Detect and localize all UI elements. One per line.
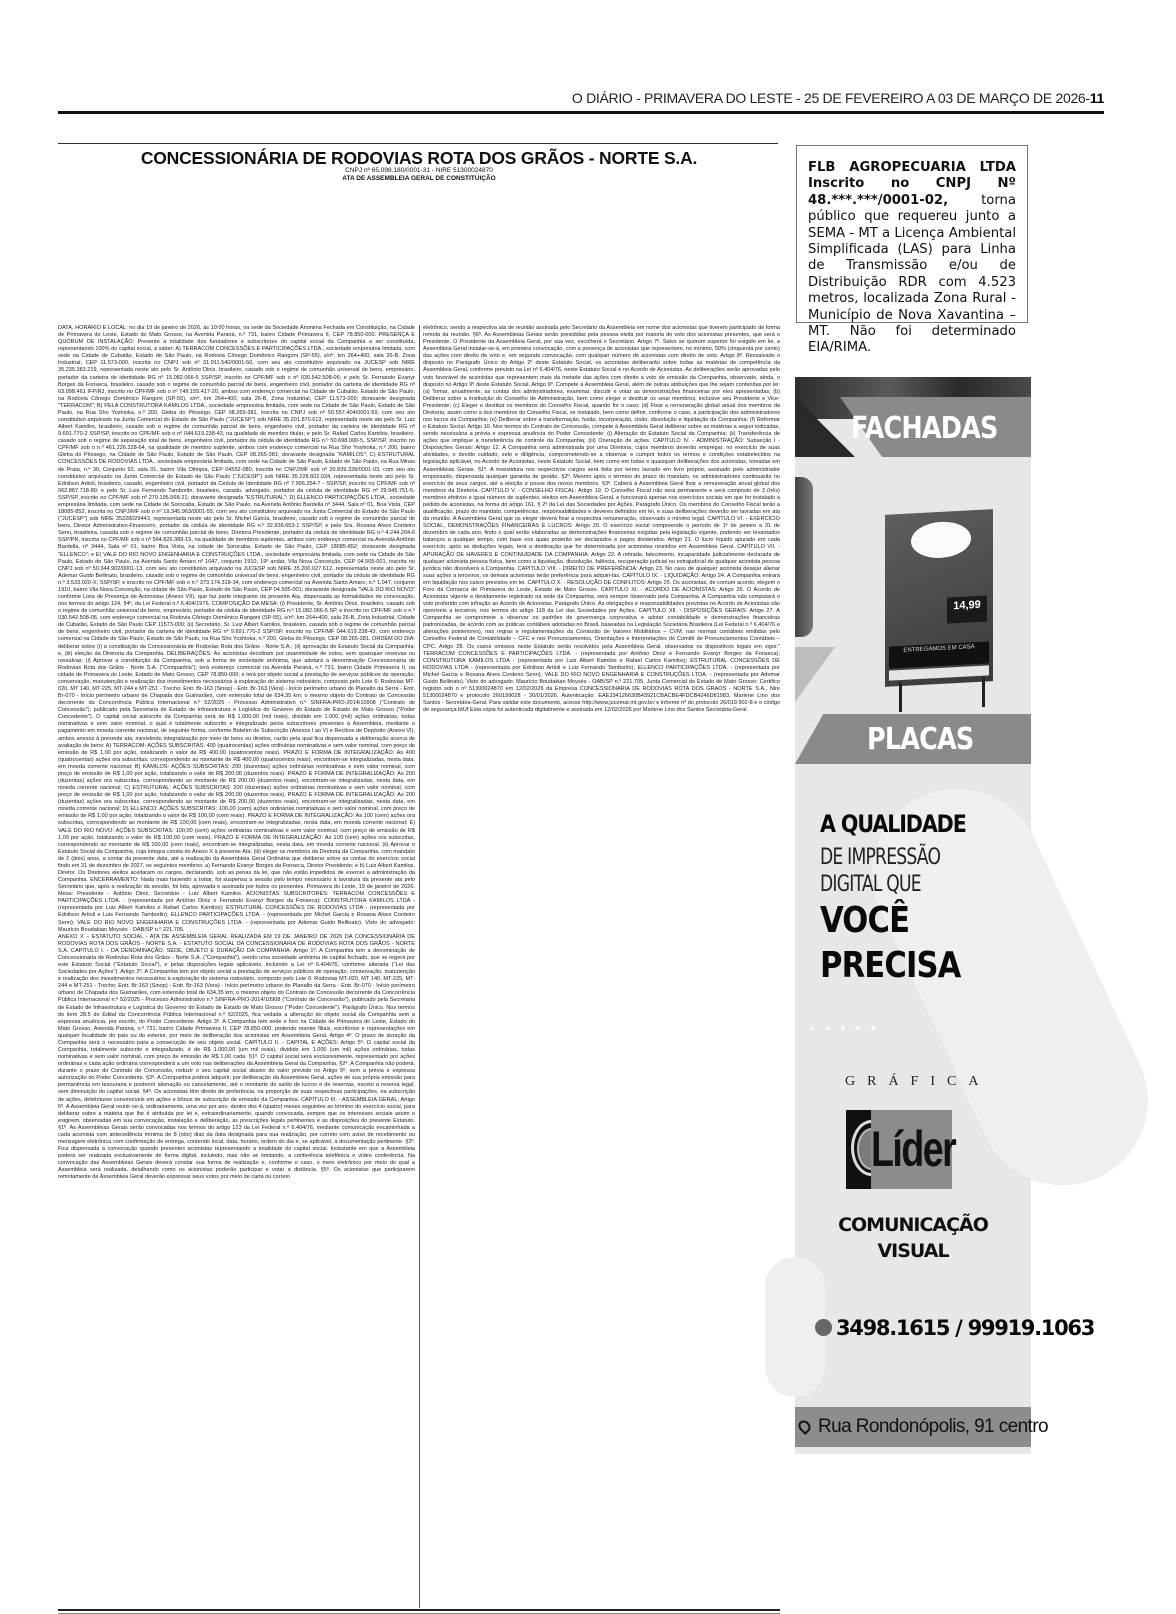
service-line: COMUNICAÇÃO <box>838 1214 988 1236</box>
notice-bottom-rule <box>58 1609 780 1611</box>
restaurant-sign-image <box>885 509 993 687</box>
phone-numbers: 3498.1615 / 99919.1063 <box>836 1316 1095 1340</box>
notice-subtitle: ATA DE ASSEMBLEIA GERAL DE CONSTITUIÇÃO <box>342 175 496 182</box>
notice-paragraph: ANEXO X – ESTATUTO SOCIAL - ATA DE ASSEMBLEIA GERAL REALIZADA EM 19 DE JANEIRO DE 2026 DA CONCESSIONÁRIA DE RODOVIAS ROTA DOS GRÃOS - NORTE S.A. - ESTATUTO SOCIAL DA CONCESSIONÁRIA DE RODOVIAS ROTA DOS GRÃOS - NORTE S.A. CAPÍTULO I. - DA DENOMINAÇÃO, SEDE, OBJETO E DURAÇÃO DA COMPANHIA: Artigo 1º. A Companhia tem a denominação de Concessionária de Rodovias Rota dos Grãos - Norte S.A. ("Companhia"), sendo uma sociedade anônima de capital fechado, que se regerá por este Estatuto Social ("Estatuto Social"), e pelas disposições legais aplicáveis, incluindo a Lei nº 6.404/76, conforme alterada ("Lei das Sociedades por Ações"). Artigo 2º. A Companhia tem por objeto social a prestação de serviços públicos de operação, conservação, manutenção e realização dos investimentos necessários à exploração do sistema rodoviário, composto pelo Lote 6: Rodovias MT-020, MT 140, MT-225, MT-244 e MT-251 - Trecho: Entr. Br-163 (Sinop) - Entr. Br-163 (Vera) - Início perímetro urbano do Planalto da Serra - Entr. Br-070 - Início perímetro urbano de Chapada dos Guimarães, com extensão total de 634,35 km; o mesmo objeto do Contrato de Concessão decorrente da Concorrência Pública Internacional n.º 52/2025 - Processo Administrativo n.º SINFRA-PRO-2014/10908 ("Contrato de Concessão"), publicado pela Secretaria de Estado de Infraestrutura e Logística do Governo do Estado de Estado de Mato Grosso ("Poder Concedente"). Parágrafo Único. Nos termos do item 28.5 do Edital da Concorrência Pública Internacional n.º 52/2025, fica vedada a alteração do objeto social da Companhia sem a expressa anuência, por escrito, do Poder Concedente. Artigo 3º. A Companhia tem sede e foro na Cidade de Primavera do Leste, Estado do Mato Grosso, Avenida Paraná, n.º 731, bairro Cidade Primavera II, CEP 78.850-000, podendo manter filiais, escritórios e representações em qualquer localidade do país ou do exterior, por meio de deliberação dos acionistas em Assembleia Geral. Artigo 4º. O prazo de duração da Companhia será o necessário para a consecução de seu objeto social. CAPÍTULO II. - CAPITAL E AÇÕES: Artigo 5º. O capital social da Companhia, totalmente subscrito e integralizado, é de R$ 1.000,00 (um mil reais), dividido em 1.000 (um mil) ações ordinárias, todas nominativas e sem valor nominal, com preço de emissão de R$ 1,00 cada. §1º. O capital social será exclusivamente, representado por ações ordinárias e cada ação ordinária corresponderá a um voto nas deliberações da Assembleia Geral da Companhia. §2º. A Companhia não poderá, durante o prazo do Contrato de Concessão, reduzir o seu capital social abaixo do valor previsto no Artigo 5º, sem a prévia e expressa autorização do Poder Concedente. §3º. A Companhia poderá adquirir, por deliberação da Assembleia Geral, ações de sua própria emissão para permanência em tesouraria e posterior alienação ou cancelamento, até o montante do saldo de lucros e de reservas, exceto a reserva legal, sem diminuição do capital social. §4º. Os acionistas têm direito de preferência, na proporção de suas respectivas participações, na subscrição de ações, debêntures conversíveis em ações e bônus de subscrição de emissão da Companhia. CAPÍTULO III. - ASSEMBLEIA GERAL: Artigo 6º. A Assembleia Geral reunir-se-á, ordinariamente, uma vez por ano, dentro dos 4 (quatro) meses seguintes ao término do exercício social, para deliberar sobre a matéria que lhe é atribuída por lei e, extraordinariamente, quando convocada, sempre que os interesses sociais assim o exigirem, observadas em sua convocação, instalação e deliberação, as prescrições legais pertinentes e as disposições do presente Estatuto. §1º. As Assembleias Gerais serão convocadas nos termos do artigo 123 da Lei Federal n.º 6.404/76, mediante comunicação encaminhada a cada acionista com antecedência mínima de 8 (oito) dias da data designada para sua realização, por correio com aviso de recebimento ou mensagem eletrônica com confirmação de entrega, contendo local, data, horário, ordem do dia e, se aplicável, a documentação pertinente. §2º. Fica dispensada a convocação quando presentes acionistas representando a totalidade do capital social. Inobstante em que a Assembleia poderá ser realizada exclusivamente de forma digital, incluindo, mas não se limitando, a conferência telefônica e vídeo conferência. Na convocação das Assembleias Gerais deverá constar sua forma de realização e, conforme o caso, o meio eletrônico por meio do qual a Assembleia será realizada, detalhando como os acionistas poderão participar e votar a distância. §5º. Os acionistas que participarem remotamente da Assembleia Geral deverão expressar seus votos por meio de carta ou correio <box>58 933 415 1181</box>
column-divider <box>419 325 420 1608</box>
sign-delivery: ENTREGAMOS EM CASA <box>889 641 989 668</box>
whatsapp-icon <box>815 1319 832 1336</box>
sign-logo <box>911 520 971 559</box>
tagline-line: VOCÊ <box>820 900 910 941</box>
header-rule <box>58 111 1104 114</box>
fachadas-label: FACHADAS <box>851 411 998 446</box>
brand-name: Líder <box>871 1110 952 1189</box>
environmental-license-notice <box>796 145 1028 356</box>
notice-paragraph: eletrônico, sendo a respectiva ata de reunião assinada pelo Secretário da Assembleia em nome dos acionistas que tiverem participado de forma remota da reunião. §6º. As Assembleias Gerais serão presididas pela pessoa eleita por maioria do voto dos acionistas presentes, que será o Presidente. O Presidente da Assembleia Geral, por sua vez, escolherá o Secretário. Artigo 7º. Salvo se quórum superior for exigido em lei, a Assembleia Geral instalar-se-á, em primeira convocação, com a presença de acionistas que representem, no mínimo, 50% (cinquenta por cento) das ações com direito de voto e, em segunda convocação, com qualquer número de acionistas com direito de voto. Artigo 8º. Ressalvado o disposto no Parágrafo Único do Artigo 2º deste Estatuto Social, os acionistas deliberarão sobre todas as matérias de competência da Assembleia Geral, conforme previsto na Lei nº 6.404/76, neste Estatuto Social e no Acordo de Acionistas. As deliberações serão aprovadas pelo voto favorável de acionistas que representem mais da metade das ações com direito a voto de emissão da Companhia, observado, ainda, o disposto no Artigo 9º deste Estatuto Social. Artigo 9º. Compete à Assembleia Geral, além de outras atribuições que lhe sejam conferidas por lei: (a) Tomar, anualmente, as contas dos administradores, examinar, discutir e votar as demonstrações financeiras por eles apresentadas; (b) Deliberar sobre a instituição do Conselho de Administração, bem como eleger e destituir os seus membros, inclusive seu Presidente e Vice-Presidente; (c) Eleger e destituir os membros do Conselho Fiscal, quando for o caso; (d) Fixar a remuneração global anual dos membros da Diretoria, assim como a dos membros do Conselho Fiscal, se instalado, bem como definir, conforme o caso, a participação dos administradores nos lucros da Companhia; (e) Deliberar sobre a transformação, fusão, incorporação, cisão, dissolução e liquidação da Companhia; (f) Reformar o Estatuto Social. Artigo 10. Nos termos do Contrato de Concessão, compete à Assembleia Geral deliberar sobre as matérias a seguir indicadas, sendo necessária a prévia e expressa anuência do Poder Concedente: (i) Alteração do Estatuto Social da Companhia; (ii) Transferência de ações que implique a transferência de controle da Companhia; (iii) Oneração de ações. CAPÍTULO IV. - ADMINISTRAÇÃO: Subseção I - Disposições Gerais: Artigo 12. A Companhia será administrada por uma Diretoria, cujos membros deverão empregar, no exercício de suas atividades, o devido cuidado, zelo e diligência, comprometendo-se a observar e cumprir todos os termos e condições estabelecidos na legislação aplicável, no Acordo de Acionistas, neste Estatuto Social, bem como em todas e quaisquer deliberações dos acionistas, tomadas em Assembleias Gerais. §1º. A investidura nos respectivos cargos será feita por termo lavrado em livro próprio, assinado pelo administrador empossado, dispensada qualquer garantia de gestão. §2º. Mesmo após o término do prazo do mandato, os administradores continuarão no exercício de seus cargos, até a eleição e posse dos novos membros. §3º. Caberá à Assembleia Geral fixar a remuneração anual global dos membros da Diretoria. CAPÍTULO V. - CONSELHO FISCAL: Artigo 19. O Conselho Fiscal não será permanente e será composto de 3 (três) membros efetivos e igual número de suplentes, eleitos em Assembleia Geral, e funcionará apenas nos exercícios sociais em que for instalado a pedido de acionistas, na forma do artigo 161, § 2º da Lei das Sociedades por Ações. Parágrafo Único. Os membros do Conselho Fiscal terão a qualificação, prazo do mandato, competências, responsabilidades e deveres definidos em lei, e suas deliberações deverão ser lavradas em ata da reunião. A Assembleia Geral que os eleger deverá fixar a respectiva remuneração, observado o mínimo legal. CAPÍTULO VI. - EXERCÍCIO SOCIAL, DEMONSTRAÇÕES FINANCEIRAS E LUCROS: Artigo 20. O exercício social compreende o período de 1º de janeiro a 31 de dezembro de cada ano, findo o qual serão elaboradas as demonstrações financeiras exigidas pela legislação vigente, podendo ser levantados balanços a qualquer tempo, com base nos quais poderão ser declarados e pagos dividendos. Artigo 21. O lucro líquido apurado em cada exercício, após as deduções legais, terá a destinação que for determinada por acionistas reunidos em Assembleia Geral. CAPÍTULO VII. - APURAÇÃO DE HAVERES E CONTINUIDADE DA COMPANHIA: Artigo 22. A retirada, falecimento, incapacidade judicialmente declarada de qualquer acionista pessoa física, bem como a liquidação, dissolução, falência, recuperação judicial ou extrajudicial de qualquer acionista pessoa jurídica não dissolverá a Companhia. CAPÍTULO VIII. - DIREITO DE PREFERÊNCIA: Artigo 23. No caso de qualquer acionista desejar alienar suas ações a terceiros, os demais acionistas terão preferência para adquiri-las. CAPÍTULO IX. - LIQUIDAÇÃO: Artigo 24. A Companhia entrará em liquidação nos casos previstos em lei. CAPÍTULO X. - RESOLUÇÃO DE CONFLITOS: Artigo 25. Os acionistas, de comum acordo, elegem o Foro da Comarca de Primavera do Leste, Estado de Mato Grosso. CAPÍTULO XI. - ACORDO DE ACIONISTAS: Artigo 26. O Acordo de Acionistas vigente e devidamente registrado na sede da Companhia, será sempre observado pela Companhia. A Companhia não computará o voto proferido com infração ao Acordo de Acionistas. Parágrafo Único. As obrigações e responsabilidades previstas no Acordo de Acionistas são oponíveis a terceiros, nos termos do artigo 118 da Lei das Sociedades por Ações. CAPÍTULO XII. - DISPOSIÇÕES GERAIS: Artigo 27. A Companhia se compromete a observar os padrões de governança corporativa e adotar contabilidade e demonstrações financeiras padronizadas, de acordo com as práticas contábeis adotadas no Brasil, baseadas na Legislação Societária Brasileira (Lei Federal n.º 6.404/76 e alterações posteriores), nas regras e regulamentações da Comissão de Valores Mobiliários – CVM, nas normas contábeis emitidas pelo Conselho Federal de Contabilidade – CFC e nos Pronunciamentos, Orientações e Interpretações do Comitê de Pronunciamentos Contábeis – CPC. Artigo 28. Os casos omissos neste Estatuto serão resolvidos pela Assembleia Geral, observados os dispositivos legais em vigor." TERRACOM CONCESSÕES E PARTICIPAÇÕES LTDA. - (representada por Antônio Diniz e Fernando Evanyr Borges da Fonseca); CONSTRUTORA KAMILOS LTDA - (representada por Luiz Albert Kamilos e Rafael Carlos Kamilos); ESTRUTURAL CONCESSÕES DE RODOVIAS LTDA - (representada por Ednilson Artioli e Luis Fernando Tamborlin); ELLENCO PARTICIPAÇÕES LTDA. - (representada por Michel Garcia e Rosana Alves Cordeiro Senn); VALE DO RIO NOVO ENGENHARIA E CONSTRUÇÕES LTDA. - (representada por Ademar Guido Bellinato). Visto do advogado: Maurício Boudakian Moysés - OAB/SP n.º 221.705. Junta Comercial do Estado de Mato Grosso: Certifico registro sob o nº 51300024870 em 12/02/2026 da Empresa CONCESSIONARIA DE RODOVIAS ROTA DOS GRAOS - NORTE S.A., Nire 51300024870 e protocolo 260199028 - 30/01/2026. Autenticação: EAE334126630B43921CBACBE4FDCB4246D81983. Marlene Lino dos Santos - Secretária-Geral. Para validar este documento, acesse http://www.jucemat.mt.gov.br/ e informe nº do protocolo 26/019.902-8 e o código de segurança btUf Esta cópia foi autenticada digitalmente e assinada em 12/02/2026 por Marlene Lino dos Santos Secretária-Geral. <box>423 325 780 714</box>
decorative-triangle <box>795 647 835 702</box>
address-bar <box>795 1407 1048 1447</box>
legal-notice <box>58 147 780 1181</box>
notice-column-left <box>58 325 415 1608</box>
running-title: O DIÁRIO - PRIMAVERA DO LESTE - 25 DE FEVEREIRO A 03 DE MARÇO DE 2026- <box>571 90 1090 106</box>
tagline-line: DE IMPRESSÃO <box>820 845 941 870</box>
notice-top-rule <box>58 143 778 144</box>
location-pin-icon <box>796 1418 813 1435</box>
grafica-lider-advertisement <box>795 377 1095 1454</box>
notice-body: torna público que requereu junto a SEMA - MT a Licença Ambiental Simplificada (LAS) para Linha de Transmissão e/ou de Distribuição RDR com 4.523 metros, localizada Zona Rural - Município de Nova Xavantina – MT. Não foi determinado EIA/RIMA. <box>808 192 1016 356</box>
page-number: 11 <box>1089 90 1104 106</box>
star-icons: ★★★★★ <box>809 1024 885 1033</box>
notice-company-lead: FLB AGROPECUARIA LTDA Inscrito no CNPJ Nº 48.***.***/0001-02, <box>808 160 1016 208</box>
logo-ring-icon <box>846 1110 871 1189</box>
running-header <box>58 90 1104 106</box>
service-line: VISUAL <box>877 1240 949 1262</box>
lider-logo <box>846 1110 979 1189</box>
notice-column-right <box>423 325 780 1608</box>
notice-registry: CNPJ nº 65.098.180/0001-31 - NIRE 51300024870 <box>345 167 493 174</box>
contact-phones <box>815 1316 1095 1340</box>
notice-paragraph: DATA, HORÁRIO E LOCAL: no dia 19 de janeiro de 2026, às 10:00 horas, na sede da Sociedade Anonima Fechada em Constituição, na Cidade de Primavera do Leste, Estado do Mato Grosso, na Avenida Paraná, n.º 731, bairro Cidade Primavera II, CEP 78.850-000. PRESENÇA E QUÓRUM DE INSTALAÇÃO: Presente a totalidade dos fundadores e subscritores do capital social da Companhia a ser constituída, representando 100% do capital social, a saber: A) TERRACOM CONCESSÕES E PARTICIPAÇÕES LTDA., sociedade empresária limitada, com sede na Cidade de Cubatão, Estado de São Paulo, na Rodovia Cônego Domênico Rangoni (SP-55), s/nº, km 264+400, sala 26-B, Zona Industrial, CEP 11.573-000, inscrita no CNPJ sob nº 31.911.540/0001-50, com seu ato constitutivo arquivado na JUCESP sob NIRE 35.235.383.219, representada neste ato pelo Sr. Antônio Diniz, brasileiro, casado sob o regime de comunhão universal de bens, empresário, portador da carteira de identidade RG nº 15.082.066-5 SSP/SP, inscrito no CPF/MF sob o nº 030.542.508-06; e pelo Sr. Fernando Evanyr Borges da Fonseca, brasileiro, casado sob o regime de comunhão parcial de bens, engenheiro civil, portador da carteira de identidade RG nº 63.098.461 IFP/RJ, inscrito no CPF/MF sob o nº 749.155.417-20, ambos com endereço comercial na Cidade de Cubatão, Estado de São Paulo, na Rodovia Cônego Domênico Rangoni (SP-55), s/nº, km 264+400, sala 26-B, Zona Industrial, CEP 11.573-000; doravante designada "TERRACOM"; B) PELA CONSTRUTORA KAMILOS LTDA., sociedade empresária limitada, com sede na Cidade de São Paulo, Estado de São Paulo, na Rua Sho Yoshioka, n.º 200, Gleba do Pêssego, CEP 08.265-381, inscrita no CNPJ sob nº 50.557.404/0001-59, com seu ato constitutivo arquivado na Junta Comercial do Estado de São Paulo ("JUCESP") sob NIRE 35.201.870.613, representada neste ato pelo Sr. Luiz Albert Kamilos, brasileiro, casado sob o regime de comunhão parcial de bens, engenheiro civil, portador da carteira de identidade RG nº 9.691.770-2 SSP/SP, inscrito no CPF/MF sob o nº 044.619.238-43, na qualidade de membro titular; e pelo Sr. Rafael Carlos Kamilos, brasileiro, casado sob o regime de separação total de bens, engenheiro civil, portador da cédula de identidade RG n.º 50.698.000-5, SSP/SP, inscrito no CPF/MF sob o n.º 461.226.328-64, na qualidade de membro suplente, ambos com endereço comercial na Rua Sho Yoshioka, n.º 200, bairro Gleba do Pêssego, na Cidade de São Paulo, Estado de São Paulo, CEP 08.265-381; doravante designada "KAMILOS"; C) ESTRUTURAL CONCESSÕES DE RODOVIAS LTDA., sociedade empresária limitada, com sede na Cidade de São Paulo, Estado de São Paulo, na Rua Minas de Prata, n.º 30, Conjunto 92, sala 01, bairro Vila Olímpia, CEP 04552-080, inscrita no CNPJ/MF sob nº 20.839.328/0001-03, com seu ato constitutivo arquivado na Junta Comercial do Estado de São Paulo ("JUCESP") sob NIRE 35.228.602.024, representada neste ato pelo Sr. Ednilson Artioli, brasileiro, casado, engenheiro civil, portador da Cédula de Identidade RG nº 7.996.354-7 - SSP/SP, inscrito no CPF/MF sob nº 062.887.718-80; e pelo Sr. Luis Fernando Tamborlin, brasileiro, casado, advogado, portador da cédula de identidade RG nº 29.945.751-5-SSP/SP, inscrito no CPF/MF sob nº 279.195.568-21; doravante designada "ESTRUTURAL"; D) ELLENCO PARTICIPAÇÕES LTDA., sociedade empresária limitada, com sede na Cidade de Sorocaba, Estado de São Paulo, na Avenida Antônio Bardella nº 3444, Sala nº 01, Boa Vista, CEP 18085-852, inscrita no CNPJ/MF sob o nº 19.345.963/0001-55, com seu ato constitutivo arquivado na Junta Comercial do Estado de São Paulo ("JUCESP") sob NIRE 35228029443, representada neste ato pelo Sr. Michel Garcia, brasileiro, casado sob o regime de comunhão parcial de bens, Diretor Administrativo-Financeiro, portador da cédula de identidade RG n.º 32.936.653-1 SSP/SP, e pela Sra. Rosana Alves Cordeiro Senn, brasileira, casada sob o regime de comunhão parcial de bens, Diretora Presidente, portador da cédula de identidade RG n.º 4.244.204-6 SSP/PR, inscrita no CPF/MF sob o nº 564.826.389-15, na qualidade de membros suplentes, ambos com endereço comercial na Avenida Antônio Bardella, nº 3444, Sala nº 01, bairro Boa Vista, na cidade de Sorocaba, Estado de São Paulo, CEP 18085-852; doravante designada "ELLENCO"; e E) VALE DO RIO NOVO ENGENHARIA E CONSTRUÇÕES LTDA., sociedade empresária limitada, com sede na Cidade de São Paulo, Estado de São Paulo, na Avenida Santo Amaro nº 1047, conjunto 1910, 19º andar, Vila Nova Conceição, CEP 04.505-001, inscrita no CNPJ sob nº 50.344.902/0001-13, com seu ato constitutivo arquivado na JUCESP sob NIRE 35.200.027.612, representada neste ato pelo Sr. Ademar Guido Bellinato, brasileiro, casado sob o regime de comunhão universal de bens, engenheiro civil, portador da cédula de identidade RG n.º 3.533.020-X, SSP/SP, e inscrito no CPF/MF sob o n.º 373.174.318-34, com endereço comercial na Avenida Santo Amaro, n.º 1.047, conjunto 1910, bairro Vila Nova Conceição, na cidade de São Paulo, Estado de São Paulo, CEP 04.505-001; doravante designada "VALE DO RIO NOVO" conforme Lista de Presença de Acionistas (Anexo VII), que faz parte integrante da presente Ata, dispensada as formalidades de convocação, nos termos do artigo 124, §4º, da Lei Federal n.º 6.404/1976. COMPOSIÇÃO DA MESA: (i) Presidente, Sr. Antônio Diniz, brasileiro, casado sob o regime de comunhão universal de bens, empresário, portador da cédula de identidade RG n.º 15.082.066-5 SP, e inscrito no CPF/MF sob o n.º 030.542.508-06, com endereço comercial na Rodovia Cônego Domênico Rangoni (SP-55), s/nº, km 264+400, sala 26-B, Zona Industrial, Cidade de Cubatão, Estado de São Paulo CEP 11573-000; (ii) Secretário, Sr. Luiz Albert Kamilos, brasileiro, casado sob o regime de comunhão parcial de bens, engenheiro civil, portador da carteira de identidade RG nº 9.691.770-2 SSP/SP, inscrito no CPF/MF 044.619.238-43, com endereço comercial na Cidade de São Paulo, Estado de São Paulo, na Rua Sho Yoshioka, n.º 200, Gleba do Pêssego, CEP 08.265-381. ORDEM DO DIA: deliberar sobre (i) a constituição da Concessionária de Rodovias Rota dos Grãos - Norte S.A.; (ii) aprovação do Estatuto Social da Companhia; e, (iii) eleição da Diretoria da Companhia. DELIBERAÇÕES: As acionistas decidiram por unanimidade de votos, sem quaisquer reservas ou ressalvas: (i) Aprovar a constituição da Companhia, sob a forma de sociedade anônima, que adotará a denominação Concessionária de Rodovias Rota dos Grãos - Norte S.A. ("Companhia"); terá endereço comercial na Avenida Paraná, n.º 731, bairro Cidade Primavera II, na cidade de Primavera do Leste, Estado de Mato Grosso, CEP 78.850-000; e terá por objeto social a prestação de serviços públicos de operação, conservação, manutenção e realização dos investimentos necessários à exploração do sistema rodoviário, composto pelo Lote 6: Rodovias MT-020, MT 140, MT-225, MT-244 e MT-251 - Trecho: Entr. Br-163 (Sinop) - Entr. Br-163 (Vera) - Início perímetro urbano do Planalto da Serra - Entr. Br-070 - Início perímetro urbano de Chapada dos Guimarães, com extensão total de 634,35 km; o mesmo objeto do Contrato de Concessão decorrente da Concorrência Pública Internacional n.º 52/2025 - Processo Administrativo n.º SINFRA-PRO-2014/10908 ("Contrato de Concessão"), publicado pela Secretaria de Estado de Infraestrutura e Logística do Governo do Estado de Estado de Mato Grosso ("Poder Concedente"). O capital social subscrito da Companhia será de R$ 1.000,00 (mil reais), dividido em 1.000 (mil) ações ordinárias, todas nominativas e sem valor nominal, o qual é totalmente subscrito e integralizado pelos subscritores presentes à Assembleia, mediante o pagamento em moeda corrente nacional, de seguinte forma, conforme Boletim de Subscrição (Anexos I ao V) e Recibos de Depósito (Anexo VI), ambos anexos à presente ata, inexistindo integralização por meio de bens ou direitos, razão pela qual fica dispensada a deliberação acerca de avaliação de bens: A) TERRACOM: AÇÕES SUBSCRITAS: 400 (quatrocentas) ações ordinárias nominativas e sem valor nominal, com preço de emissão de R$ 1,00 por ação, totalizando o valor de R$ 400,00 (quatrocentos reais). PRAZO E FORMA DE INTEGRALIZAÇÃO: As 400 (quatrocentas) ações ora subscritas, correspondendo ao montante de R$ 400,00 (quatrocentos reais), encontram-se integralizadas, nesta data, em moeda corrente nacional; B) KAMILOS: AÇÕES SUBSCRITAS: 200 (duzentas) ações ordinárias nominativas e sem valor nominal, com preço de emissão de R$ 1,00 por ação, totalizando o valor de R$ 200,00 (duzentos reais). PRAZO E FORMA DE INTEGRALIZAÇÃO: As 200 (duzentas) ações ora subscritas, correspondendo ao montante de R$ 200,00 (duzentos reais), encontram-se integralizadas, nesta data, em moeda corrente nacional; C) ESTRUTURAL: AÇÕES SUBSCRITAS: 200 (duzentas) ações ordinárias nominativas e sem valor nominal, com preço de emissão de R$ 1,00 por ação, totalizando o valor de R$ 200,00 (duzentos reais). PRAZO E FORMA DE INTEGRALIZAÇÃO: As 200 (duzentas) ações ora subscritas, correspondendo ao montante de R$ 200,00 (duzentos reais), encontram-se integralizadas, nesta data, em moeda corrente nacional; D) ELLENCO: AÇÕES SUBSCRITAS: 100,00 (cem) ações ordinárias nominativas e sem valor nominal, com preço de emissão de R$ 1,00 por ação, totalizando o valor de R$ 100,00 (cem reais). PRAZO E FORMA DE INTEGRALIZAÇÃO: As 100 (cem) ações ora subscritas, correspondendo ao montante de R$ 100,00 (cem reais), encontram-se integralizadas, nesta data, em moeda corrente nacional; E) VALE DO RIO NOVO: AÇÕES SUBSCRITAS: 100,00 (cem) ações ordinárias nominativas e sem valor nominal, com preço de emissão de R$ 1,00 por ação, totalizando o valor de R$ 100,00 (cem reais). PRAZO E FORMA DE INTEGRALIZAÇÃO: As 100 (cem) ações ora subscritas, correspondendo ao montante de R$ 100,00 (cem reais), encontram-se integralizadas, nesta data, em moeda corrente nacional. (ii) Aprovar o Estatuto Social da Companhia, cuja íntegra consta do Anexo X à presente Ata; (iii) eleger os membros da Diretoria da Companhia, com mandato de 2 (dois) anos, a contar da presente data, até a realização da Assembleia Geral Ordinária que deliberar sobre as contas do exercício social findo em 31 de dezembro de 2027, os seguintes membros: a) Fernando Evanyr Borges da Fonseca, Diretor Presidente; e b) Luiz Albert Kamilos, Diretor. Os Diretores eleitos aceitaram os cargos, declarando, sob as penas da lei, que não estão impedidos de exercer a administração da Companhia. ENCERRAMENTO: Nada mais havendo a tratar, foi suspensa a sessão pelo tempo necessário à lavratura da presente ata pelo Secretário que, após a realização da sessão, foi lida, aprovada e assinada por todos os presentes. Primavera do Leste, 19 de janeiro de 2026. Mesa: Presidente - Antônio Diniz, Secretário - Luiz Albert Kamilos. ACIONISTAS SUBSCRITORES: TERRACOM CONCESSÕES E PARTICIPAÇÕES LTDA. - (representada por Antônio Diniz e Fernando Evanyr Borges da Fonseca); CONSTRUTORA KAMILOS LTDA - (representada por Luiz Albert Kamilos e Rafael Carlos Kamilos); ESTRUTURAL CONCESSÕES DE RODOVIAS LTDA - (representada por Ednilson Artioli e Luis Fernando Tamborlin); ELLENCO PARTICIPAÇÕES LTDA. - (representada por Michel Garcia e Rosana Alves Cordeiro Senn); VALE DO RIO NOVO ENGENHARIA E CONSTRUÇÕES LTDA. - (representada por Ademar Guido Bellinato). Visto do advogado: Maurício Boudakian Moysés - OAB/SP n.º 221.705. <box>58 325 416 933</box>
notice-title: CONCESSIONÁRIA DE RODOVIAS ROTA DOS GRÃOS - NORTE S.A. <box>140 148 698 168</box>
placas-label: PLACAS <box>867 722 974 757</box>
tagline-line: PRECISA <box>820 945 961 986</box>
window-image <box>795 477 813 637</box>
sign-leg <box>899 682 902 712</box>
brand-prefix: GRÁFICA <box>845 1074 991 1089</box>
notice-columns <box>58 325 780 1608</box>
sign-leg <box>982 677 985 707</box>
sign-price: 14,99 <box>947 595 987 623</box>
tagline-line: A QUALIDADE <box>820 810 966 838</box>
address-text: Rua Rondonópolis, 91 centro <box>818 1416 1048 1437</box>
tagline-line: DIGITAL QUE <box>820 872 921 897</box>
